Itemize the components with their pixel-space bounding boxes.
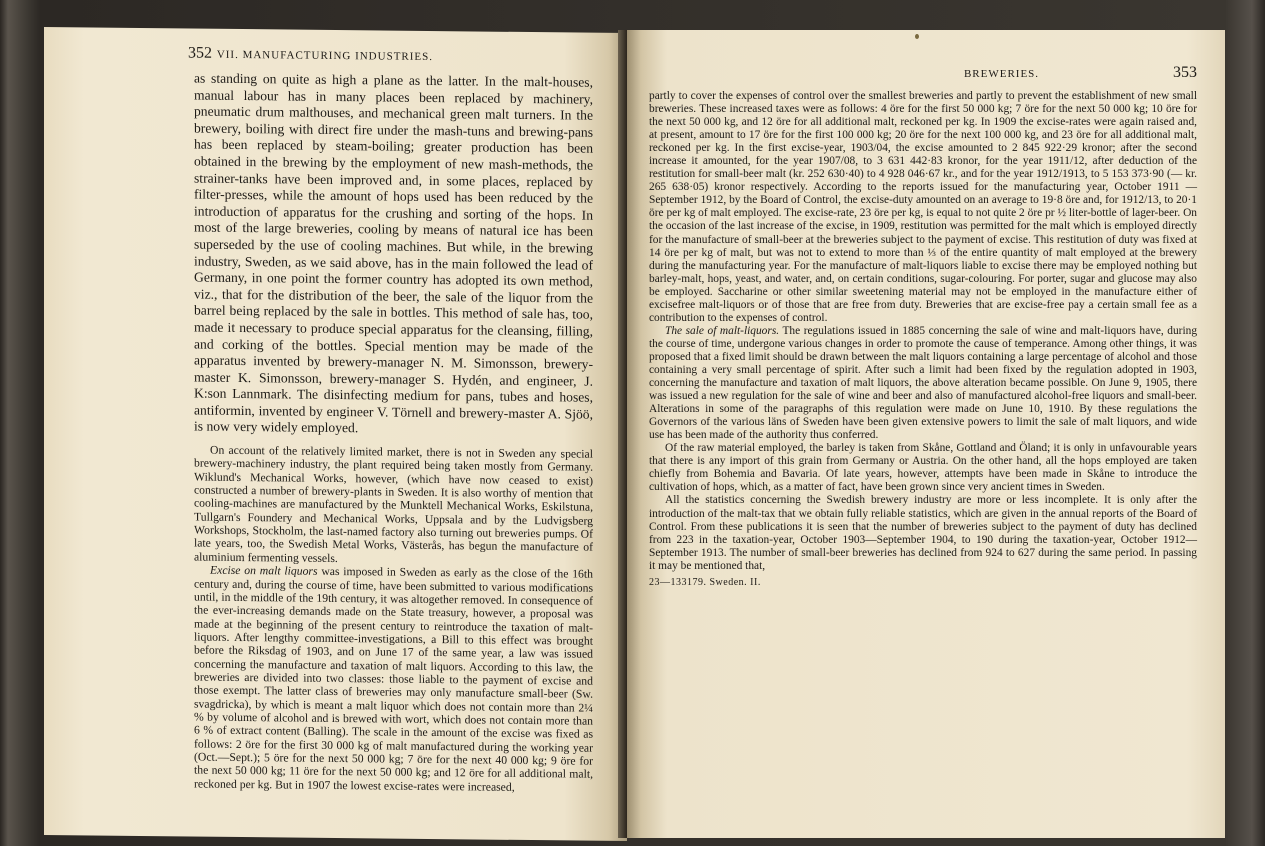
right-paragraph-3: Of the raw material employed, the barley is taken from Skåne, Gottland and Öland; it is only in unfavourable years that there is any import of this grain from Germany or Austria. On the other hand, all the hops employed are taken chiefly from Bohemia and Bavaria. Of late years, however, attempts have been made in Skåne to introduce the cultivation of hops, which, as a matter of fact, have been grown since very ancient times in Sweden. bbox=[649, 442, 1197, 494]
left-small-paragraph-2 bbox=[194, 564, 593, 795]
right-paragraph-2 bbox=[649, 325, 1197, 442]
left-page bbox=[44, 27, 627, 841]
left-chapter-title: VII. MANUFACTURING INDUSTRIES. bbox=[216, 48, 433, 64]
sale-section-text: The regulations issued in 1885 concerning the sale of wine and malt-liquors have, during the course of time, undergone various changes in order to promote the cause of temperance. Among other things, it was proposed that a fixed limit should be drawn between the malt liquors containing a large percentage of alcohol and those containing a very small percentage of spirit. After such a limit had been fixed by the regulation adopted in 1903, concerning the manufacture and taxation of malt liquors, the above alteration became possible. On June 9, 1905, there was issued a new regulation for the sale of wine and beer and also of manufactured alcohol-free liquors and small-beer. Alterations in some of the paragraphs of this regulation were made on June 10, 1910. By these regulations the Governors of the various läns of Sweden have been given extensive powers to limit the sale of malt liquors, and wide use has been made of the authority thus conferred. bbox=[649, 324, 1198, 442]
signature-footer: 23—133179. Sweden. II. bbox=[649, 576, 761, 588]
sale-section-title: The sale of malt-liquors. bbox=[665, 324, 780, 337]
left-small-text bbox=[194, 444, 593, 795]
right-paragraph-4: All the statistics concerning the Swedish brewery industry are more or less incomplete. It is only after the introduction of the malt-tax that we obtain fully reliable statistics, which are given in the annual reports of the Board of Control. From these publications it is seen that the number of breweries subject to the payment of duty has declined from 223 in the taxation-year, October 1903—September 1904, to 190 during the taxation-year, October 1912—September 1913. The number of small-beer breweries has declined from 924 to 627 during the same period. In passing it may be mentioned that, bbox=[649, 494, 1197, 572]
right-chapter-title: BREWERIES. bbox=[963, 68, 1040, 80]
left-small-paragraph-1: On account of the relatively limited market, there is not in Sweden any special brewery-machinery industry, the plant required being taken mostly from Germany. Wiklund's Mechanical Works, however, (which have now ceased to exist) constructed a number of brewery-plants in Sweden. It is also worthy of mention that cooling-machines are manufactured by the Munktell Mechanical Works, Eskilstuna, Tullgarn's Foundery and Mechanical Works, Uppsala and by the Ludvigsberg Workshops, Stockholm, the last-named factory also turning out breweries pumps. Of late years, too, the Swedish Metal Works, Västerås, has begun the manufacture of aluminium fermenting vessels. bbox=[194, 443, 593, 565]
right-running-head bbox=[649, 64, 1197, 82]
right-paragraph-1: partly to cover the expenses of control over the smallest breweries and partly to prevent the establishment of new small breweries. These increased taxes were as follows: 4 öre for the first 50 000 kg; 7 öre for the next 50 000 kg; 10 öre for the next 50 000 kg, and 12 öre for all additional malt, reckoned per kg. In 1909 the excise-rates were again raised and, at present, amount to 17 öre for the first 100 000 kg; 20 öre for the next 100 000 kg, and 23 öre for all additional malt, reckoned per kg. In the first excise-year, 1903/04, the excise amounted to 2 845 922·29 kronor; after the second increase it amounted, for the year 1907/08, to 3 631 442·83 kronor, for the year 1911/12, after deduction of the restitution for small-beer malt (kr. 252 630·40) to 4 928 046·67 kr., and for the year 1912/1913, to 5 153 373·90 (— kr. 265 638·05) kronor respectively. According to the reports issued for the manufacturing year, October 1911 —September 1912, by the Board of Control, the excise-duty amounted on an average to 19·8 öre and, for 1912/13, to 20·1 öre per kg of malt employed. The excise-rate, 23 öre per kg, is equal to not quite 2 öre pr ½ liter-bottle of lager-beer. On the occasion of the last increase of the excise, in 1909, restitution was permitted for the malt which is employed directly for the manufacture of small-beer at the breweries subject to the payment of excise. This restitution of duty was fixed at 14 öre per kg of malt, but was not to extend to more than ⅓ of the entire quantity of malt employed at the brewery during the manufacturing year. For the manufacture of malt-liquors liable to excise there may be employed nothing but barley-malt, hops, yeast, and water, and, on certain conditions, sugar-colouring. For porter, sugar and glucose may also be employed. Saccharine or other similar sweetening material may not be employed in the manufacture either of excisefree malt-liquors or of those that are free from duty. Breweries that are excise-free pay a certain small fee as a contribution to the expenses of control. bbox=[649, 90, 1197, 324]
excise-section-text: was imposed in Sweden as early as the close of the 16th century and, during the course of time, have been submitted to various modifications until, in the middle of the 19th century, it was altogether removed. In consequence of the ever-increasing demands made on the State treasury, however, a proposal was made at the beginning of the present century to reintroduce the taxation of malt-liquors. After lengthy committee-investigations, a Bill to this effect was brought before the Riksdag of 1903, and on June 17 of the same year, a law was issued concerning the manufacture and taxation of malt liquors. According to this law, the breweries are divided into two classes: those liable to the payment of excise and those exempt. The latter class of breweries may only manufacture small-beer (Sw. svagdricka), by which is meant a malt liquor which does not contain more than 2¼ % by volume of alcohol and is brewed with wort, which does not contain more than 6 % of extract content (Balling). The scale in the amount of the excise was fixed as follows: 2 öre for the first 30 000 kg of malt manufactured during the working year (Oct.—Sept.); 5 öre for the next 50 000 kg; 7 öre for the next 40 000 kg; 9 öre for the next 50 000 kg; 11 öre for the next 50 000 kg; and 12 öre for all additional malt, reckoned per kg. But in 1907 the lowest excise-rates were increased, bbox=[194, 564, 593, 794]
right-page-number: 353 bbox=[1173, 64, 1197, 81]
left-page-number: 352 bbox=[188, 44, 212, 62]
left-running-head bbox=[188, 44, 593, 66]
left-main-paragraph: as standing on quite as high a plane as the latter. In the malt-houses, manual labour has in many places been replaced by machinery, pneumatic drum malthouses, and mechanical green malt turners. In the brewery, boiling with direct fire under the mash-tuns and brewing-pans has been replaced by steam-boiling; greater production has been obtained in the brewing by the employment of new mash-methods, the strainer-tanks have been improved and, in some places, replaced by filter-presses, while the amount of hops used has been reduced by the introduction of apparatus for the crushing and sorting of the hops. In most of the large breweries, cooling by means of natural ice has been superseded by the use of cooling machines. But while, in the brewing industry, Sweden, as we said above, has in the main followed the lead of Germany, in one point the former country has adopted its own method, viz., that for the distribution of the beer, the sale of the liquor from the barrel being replaced by the sale in bottles. This method of sale has, too, made it necessary to produce special apparatus for the cleansing, filling, and corking of the bottles. Special mention may be made of the apparatus invented by brewery-manager N. M. Simonsson, brewery-master K. Simonsson, brewery-manager S. Hydén, and engineer, J. K:son Lannmark. The disinfecting medium for pans, tubes and hoses, antiformin, invented by engineer V. Törnell and brewery-master A. Sjöö, is now very widely employed. bbox=[194, 70, 593, 436]
excise-section-title: Excise on malt liquors bbox=[210, 563, 318, 578]
right-small-text bbox=[649, 90, 1197, 573]
right-page bbox=[627, 30, 1225, 838]
left-body-text bbox=[194, 71, 593, 440]
ink-speck bbox=[915, 34, 919, 39]
